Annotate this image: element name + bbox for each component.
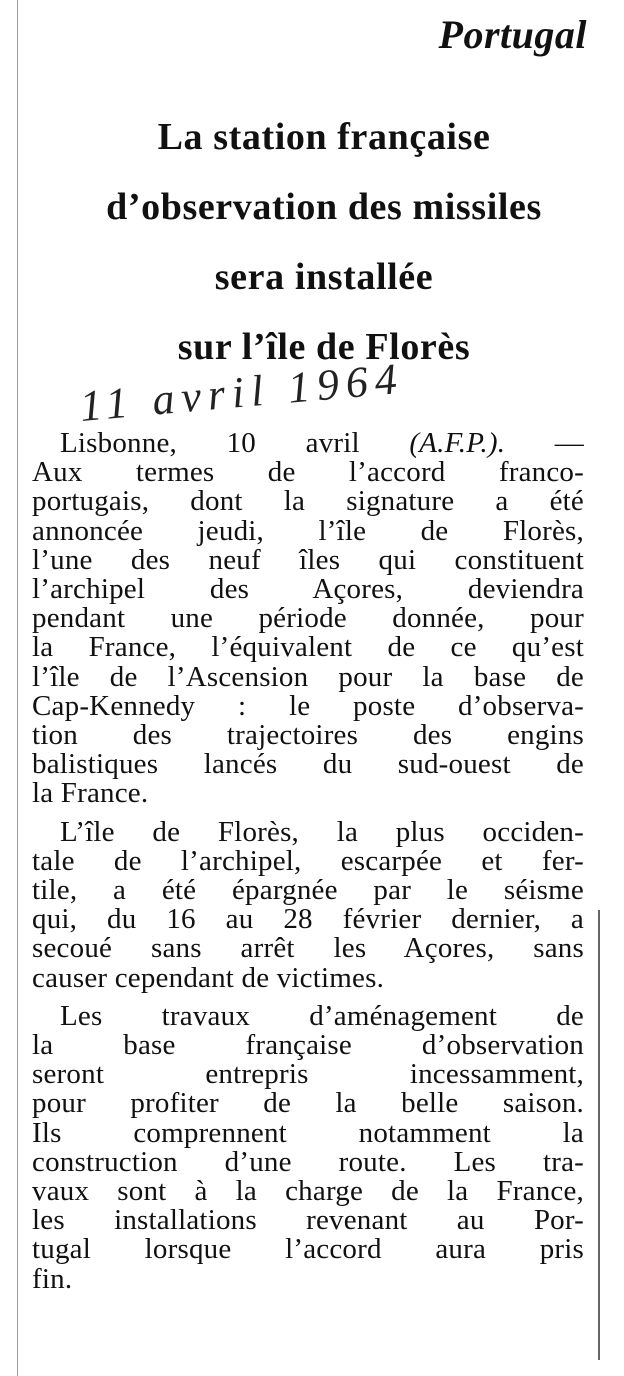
article-line: tion des trajectoires des engins [32,719,584,752]
handwritten-date: 11 avril 1964 [77,353,406,431]
article-body [32,429,584,1294]
article-line: seront entrepris incessamment, [32,1058,584,1091]
article-line: L’île de Florès, la plus occiden- [60,815,584,848]
dateline-dash: — [505,427,584,459]
article-paragraph [32,999,584,1295]
article-line: tale de l’archipel, escarpée et fer- [32,844,584,877]
article-line: annoncée jeudi, l’île de Florès, [32,514,584,547]
article-paragraph [32,429,584,809]
headline-line: sera installée [214,256,434,298]
article-line: vaux sont à la charge de la France, [32,1175,584,1208]
article-paragraph [32,815,584,994]
news-agency-tag: (A.F.P.). [409,427,506,459]
article-line: la France, l’équivalent de ce qu’est [32,631,584,664]
article-line: tugal lorsque l’accord aura pris [32,1233,584,1266]
article-line: Les travaux d’aménagement de [60,999,584,1032]
article-line [32,429,584,458]
article-line: les installations revenant au Por- [32,1204,584,1237]
section-label: Portugal [438,12,587,57]
article-line: la base française d’observation [32,1029,584,1062]
article-line: portugais, dont la signature a été [32,485,584,518]
article-line: la France. [32,777,149,810]
article-line: Aux termes de l’accord franco- [32,456,584,489]
article-line: Cap-Kennedy : le poste d’observa- [32,689,584,722]
article-line: pour profiter de la belle saison. [32,1087,584,1120]
right-column-rule [598,910,600,1360]
article-line: balistiques lancés du sud-ouest de [32,748,584,781]
headline [44,102,604,382]
article-line: Ils comprennent notamment la [32,1116,584,1149]
article-line: construction d’une route. Les tra- [32,1145,584,1178]
headline-line: sur l’île de Florès [177,326,471,368]
article-line: causer cependant de victimes. [32,961,385,994]
left-column-rule [17,0,18,1376]
article-line: secoué sans arrêt les Açores, sans [32,932,584,965]
article-line: qui, du 16 au 28 février dernier, a [32,903,584,936]
headline-line: d’observation des missiles [106,186,542,228]
article-line: fin. [32,1262,73,1295]
article-line: pendant une période donnée, pour [32,602,584,635]
dateline-place-date: Lisbonne, 10 avril [60,427,410,459]
article-line: l’une des neuf îles qui constituent [32,543,584,576]
article-line: l’île de l’Ascension pour la base de [32,660,584,693]
article-line: l’archipel des Açores, deviendra [32,573,584,606]
article-line: tile, a été épargnée par le séisme [32,874,584,907]
headline-line: La station française [157,116,491,158]
